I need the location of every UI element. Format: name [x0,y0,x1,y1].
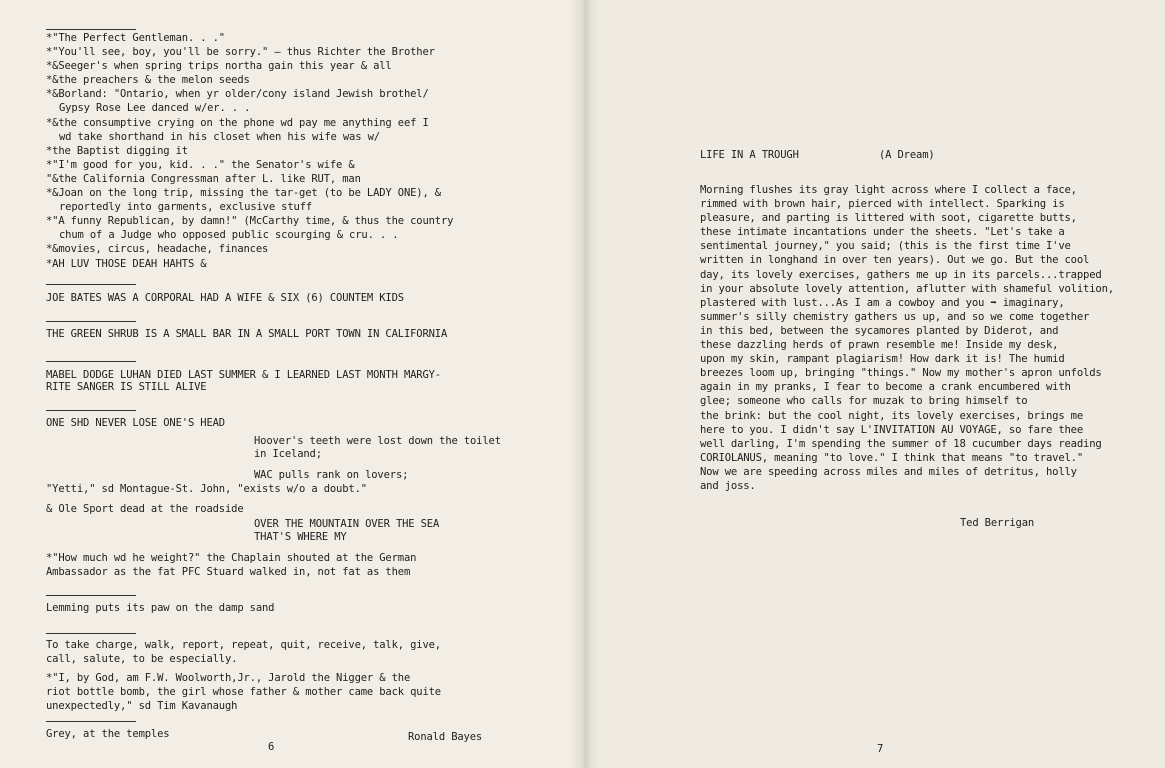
lemming-line: Lemming puts its paw on the damp sand [46,602,275,614]
poem-line: the brink: but the cool night, its lovely exercises, brings me [700,409,1084,422]
poem-line: and joss. [700,479,756,492]
chaplain-line-1: *"How much wd he weight?" the Chaplain shouted at the German [46,552,417,564]
poem-line: *&Seeger's when spring trips northa gain this year & all [46,60,392,73]
poem-line: Gypsy Rose Lee danced w/er. . . [59,102,251,115]
section-divider [46,721,136,722]
yetti-line: "Yetti," sd Montague-St. John, "exists w/o a doubt." [46,483,367,495]
poem-line: well darling, I'm spending the summer of 18 cucumber days reading [700,437,1102,450]
chaplain-line-2: Ambassador as the fat PFC Stuard walked in, not fat as them [46,566,411,578]
poem-line: in your absolute lovely attention, aflutter with shameful volition, [700,282,1114,295]
poem-line: *&the consumptive crying on the phone wd pay me anything eef I [46,116,429,129]
poem-line: *the Baptist digging it [46,144,188,157]
poem-line: *&the preachers & the melon seeds [46,74,250,87]
one-shd-line: ONE SHD NEVER LOSE ONE'S HEAD [46,417,225,429]
poem-line: plastered with lust...As I am a cowboy and you ➡ imaginary, [700,296,1065,309]
take-charge-line-1: To take charge, walk, report, repeat, quit, receive, talk, give, [46,639,441,651]
poem-line: *&movies, circus, headache, finances [46,243,269,256]
section-divider [46,410,136,411]
page-number: 7 [877,743,884,755]
poem-line: Now we are speeding across miles and miles of detritus, holly [700,465,1077,478]
poem-line: chum of a Judge who opposed public scourging & cru. . . [59,229,399,242]
poem-line: CORIOLANUS, meaning "to love." I think that means "to travel." [700,451,1084,464]
poem-line: *"You'll see, boy, you'll be sorry." — thus Richter the Brother [46,46,435,59]
section-divider [46,595,136,596]
poem-line: day, its lovely exercises, gathers me up in its parcels...trapped [700,268,1102,281]
poem-line: sentimental journey," you said; (this is the first time I've [700,240,1071,253]
poem-title: LIFE IN A TROUGH [700,149,799,161]
poem-line: these intimate incantations under the sheets. "Let's take a [700,226,1065,239]
poem-line: *&Joan on the long trip, missing the tar-get (to be LADY ONE), & [46,187,441,200]
poem-line: these dazzling herds of prawn resemble me! Inside my desk, [700,339,1059,352]
mabel-line-1: MABEL DODGE LUHAN DIED LAST SUMMER & I LEARNED LAST MONTH MARGY- [46,369,441,381]
poem-line: summer's silly chemistry gathers us up, and so we come together [700,310,1090,323]
section-divider [46,321,136,322]
poem-line: "&the California Congressman after L. like RUT, man [46,172,361,185]
poem-line: breezes loom up, bringing "things." Now my mother's apron unfolds [700,367,1102,380]
section-divider [46,284,136,285]
section-divider [46,361,136,362]
author-name: Ronald Bayes [408,731,483,743]
woolworth-line-1: *"I, by God, am F.W. Woolworth,Jr., Jarold the Nigger & the [46,672,411,684]
hoover-line-1: Hoover's teeth were lost down the toilet [254,435,501,447]
mountain-line-2: THAT'S WHERE MY [254,531,347,543]
poem-line: rimmed with brown hair, pierced with intellect. Sparking is [700,198,1065,211]
grey-line: Grey, at the temples [46,728,170,740]
woolworth-line-2: riot bottle bomb, the girl whose father & mother came back quite [46,686,441,698]
poem-subtitle: (A Dream) [879,149,935,161]
poem-line: again in my pranks, I fear to become a crank encumbered with [700,381,1071,394]
hoover-line-2: in Iceland; [254,448,322,460]
poem-line: *"I'm good for you, kid. . ." the Senator's wife & [46,158,355,171]
poem-block-1 [46,31,453,271]
mountain-line-1: OVER THE MOUNTAIN OVER THE SEA [254,518,440,530]
poem-body [700,183,1114,493]
poem-line: *"The Perfect Gentleman. . ." [46,32,225,44]
poem-line: here to you. I didn't say L'INVITATION AU VOYAGE, so fare thee [700,423,1084,436]
poem-line: upon my skin, rampant plagiarism! How dark it is! The humid [700,353,1065,366]
author-name: Ted Berrigan [960,517,1035,529]
poem-line: glee; someone who calls for muzak to bring himself to [700,395,1028,408]
poem-line: *AH LUV THOSE DEAH HAHTS & [46,257,207,270]
book-gutter [570,0,600,768]
woolworth-line-3: unexpectedly," sd Tim Kavanaugh [46,700,238,712]
section-divider [46,29,136,30]
poem-line: Morning flushes its gray light across where I collect a face, [700,184,1077,196]
section-divider [46,633,136,634]
poem-line: reportedly into garments, exclusive stuff [59,201,313,214]
poem-line: pleasure, and parting is littered with soot, cigarette butts, [700,212,1077,225]
ole-sport-line: & Ole Sport dead at the roadside [46,503,244,515]
poem-line: written in longhand in over ten years). Out we go. But the cool [700,254,1090,267]
take-charge-line-2: call, salute, to be especially. [46,653,238,665]
poem-line: wd take shorthand in his closet when his wife was w/ [59,130,380,143]
joe-bates-line: JOE BATES WAS A CORPORAL HAD A WIFE & SIX (6) COUNTEM KIDS [46,292,404,304]
green-shrub-line: THE GREEN SHRUB IS A SMALL BAR IN A SMALL PORT TOWN IN CALIFORNIA [46,328,448,340]
poem-line: *&Borland: "Ontario, when yr older/cony island Jewish brothel/ [46,88,429,101]
poem-line: *"A funny Republican, by damn!" (McCarthy time, & thus the country [46,215,454,228]
poem-line: in this bed, between the sycamores planted by Diderot, and [700,324,1059,337]
page-number: 6 [268,741,275,753]
wac-line: WAC pulls rank on lovers; [254,469,409,481]
mabel-line-2: RITE SANGER IS STILL ALIVE [46,381,207,393]
